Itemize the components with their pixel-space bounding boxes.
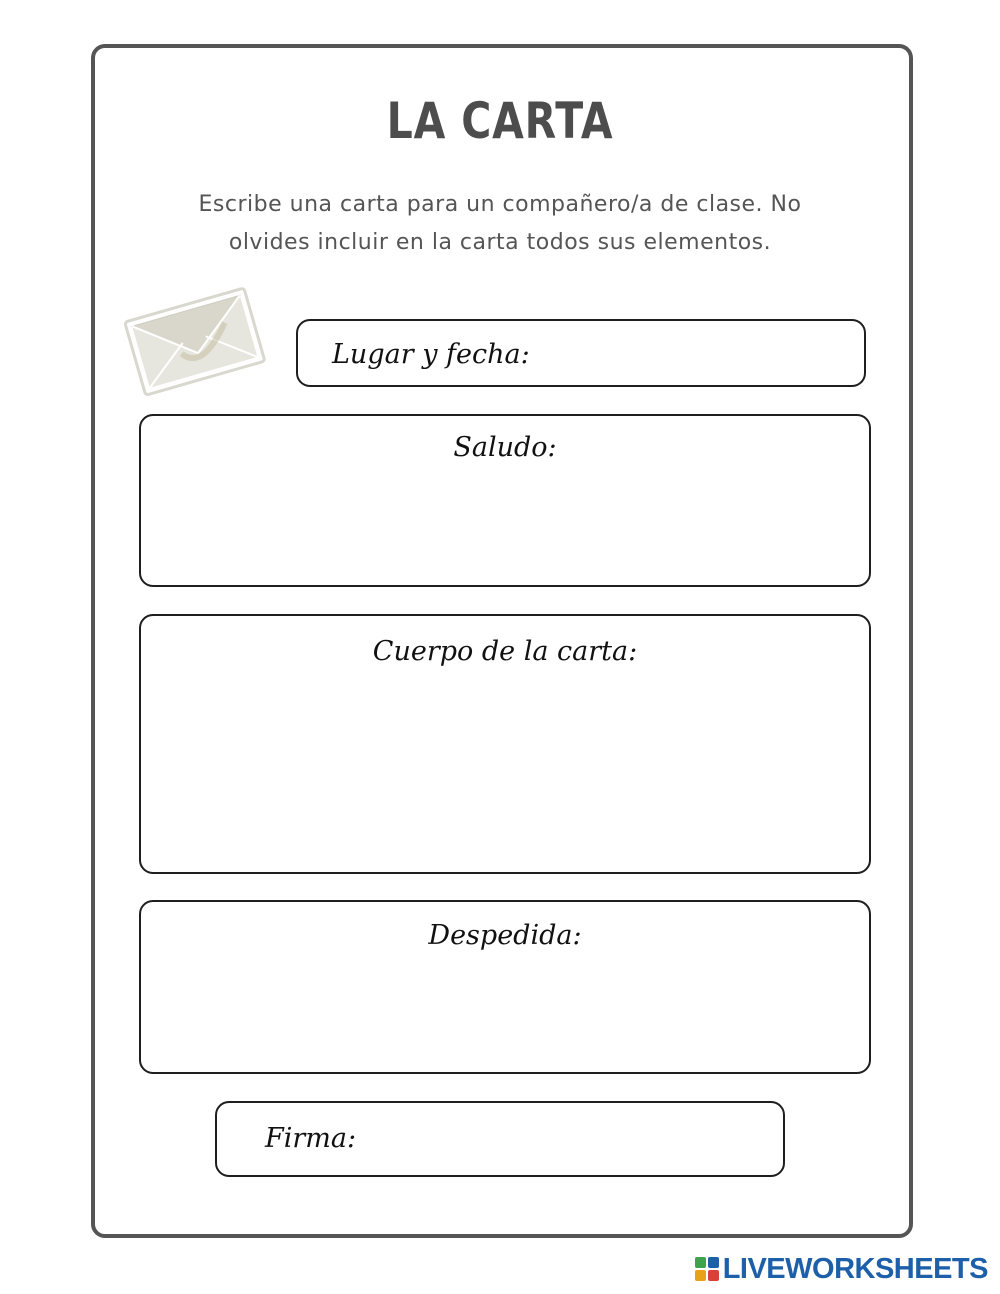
liveworksheets-brand: [695, 1252, 988, 1286]
greeting-label: Saludo:: [453, 432, 557, 463]
place-date-field[interactable]: [296, 319, 866, 387]
liveworksheets-logo-icon: [695, 1257, 719, 1281]
signature-field[interactable]: [215, 1101, 785, 1177]
envelope-icon: [118, 280, 268, 398]
farewell-label: Despedida:: [428, 920, 582, 951]
letter-body-field[interactable]: [139, 614, 871, 874]
page-title: LA CARTA: [386, 92, 614, 150]
letter-body-label: Cuerpo de la carta:: [372, 636, 638, 667]
greeting-field[interactable]: [139, 414, 871, 587]
brand-name: LIVEWORKSHEETS: [722, 1252, 988, 1285]
farewell-field[interactable]: [139, 900, 871, 1074]
place-date-label: Lugar y fecha:: [332, 339, 530, 370]
instructions-text: Escribe una carta para un compañero/a de clase. No olvides incluir en la carta todos sus elementos.: [198, 192, 802, 255]
signature-label: Firma:: [265, 1123, 357, 1154]
